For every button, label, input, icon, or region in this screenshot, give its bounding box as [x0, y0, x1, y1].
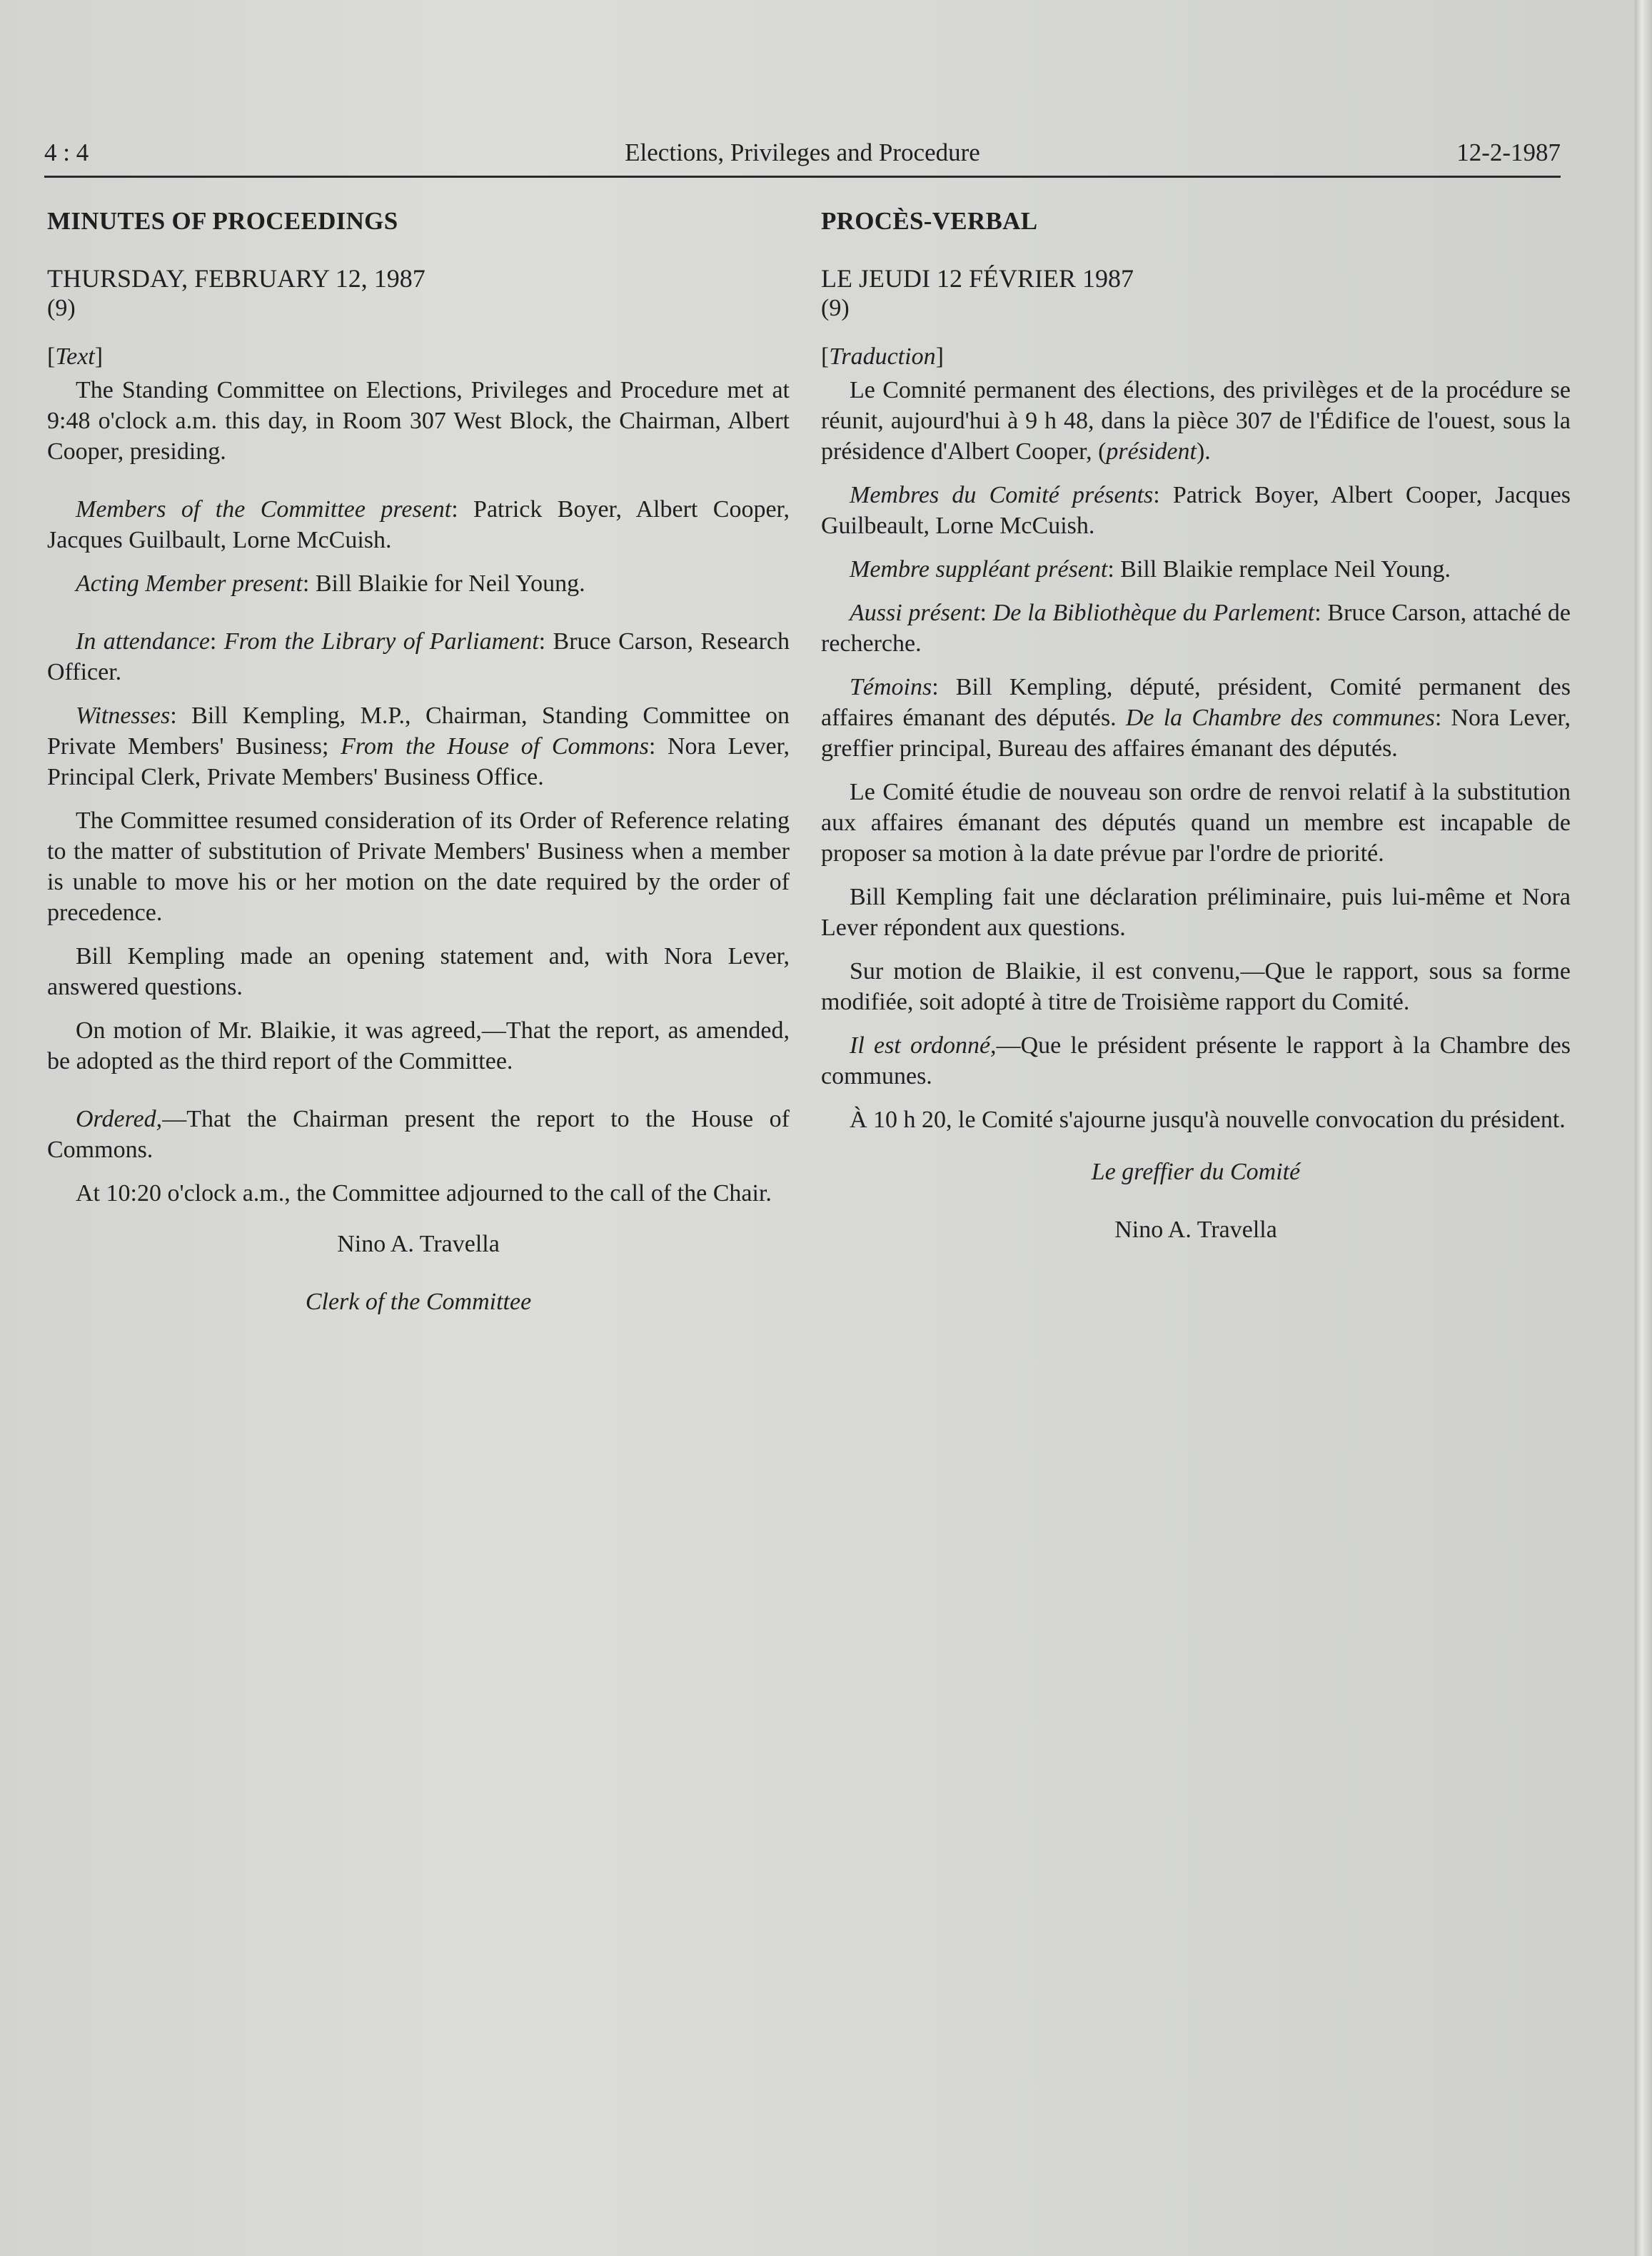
french-ordered: Il est ordonné,—Que le président présente le rapport à la Chambre des communes.: [821, 1032, 1571, 1089]
english-motion: On motion of Mr. Blaikie, it was agreed,—That the report, as amended, be adopted as the third report of the Committee.: [47, 1017, 790, 1074]
english-meeting-number: (9): [47, 295, 76, 321]
english-ordered: Ordered,—That the Chairman present the report to the House of Commons.: [47, 1106, 790, 1163]
english-opening-paragraph: The Standing Committee on Elections, Privileges and Procedure met at 9:48 o'clock a.m. this day, in Room 307 West Block, the Chairman, Albert Cooper, presiding.: [47, 377, 790, 465]
french-acting-member: Membre suppléant présent: Bill Blaikie remplace Neil Young.: [850, 556, 1451, 583]
english-in-attendance: In attendance: From the Library of Parliament: Bruce Carson, Research Officer.: [47, 628, 790, 685]
page-number: 4 : 4: [44, 139, 89, 166]
french-clerk-name: Nino A. Travella: [1114, 1217, 1277, 1243]
french-heading: PROCÈS-VERBAL: [821, 207, 1038, 235]
french-motion: Sur motion de Blaikie, il est convenu,—Que le rapport, sous sa forme modifiée, soit adopté à titre de Troisième rapport du Comité.: [821, 958, 1571, 1015]
french-date: LE JEUDI 12 FÉVRIER 1987: [821, 264, 1134, 293]
header-date: 12-2-1987: [1456, 139, 1561, 166]
english-witnesses: Witnesses: Bill Kempling, M.P., Chairman, Standing Committee on Private Members' Business; From the House of Commons: Nora Lever, Principal Clerk, Private Members' Business Office.: [47, 703, 790, 790]
english-acting-member: Acting Member present: Bill Blaikie for Neil Young.: [76, 570, 585, 597]
french-tag: [Traduction]: [821, 343, 944, 370]
french-opening-statement: Bill Kempling fait une déclaration préliminaire, puis lui-même et Nora Lever répondent aux questions.: [821, 884, 1571, 941]
english-heading: MINUTES OF PROCEEDINGS: [47, 207, 398, 235]
french-adjournment: À 10 h 20, le Comité s'ajourne jusqu'à nouvelle convocation du président.: [850, 1107, 1566, 1133]
english-order-of-reference: The Committee resumed consideration of its Order of Reference relating to the matter of substitution of Private Members' Business when a member is unable to move his or her motion on the date required by the order of precedence.: [47, 807, 790, 926]
french-in-attendance: Aussi présent: De la Bibliothèque du Parlement: Bruce Carson, attaché de recherche.: [821, 600, 1571, 657]
english-clerk-title: Clerk of the Committee: [305, 1289, 532, 1315]
french-members-present: Membres du Comité présents: Patrick Boyer, Albert Cooper, Jacques Guilbeault, Lorne McCuish.: [821, 482, 1571, 539]
english-tag: [Text]: [47, 343, 104, 370]
french-meeting-number: (9): [821, 295, 850, 321]
english-members-present: Members of the Committee present: Patrick Boyer, Albert Cooper, Jacques Guilbault, Lorne McCuish.: [47, 496, 790, 553]
english-date: THURSDAY, FEBRUARY 12, 1987: [47, 264, 425, 293]
french-order-of-reference: Le Comité étudie de nouveau son ordre de renvoi relatif à la substitution aux affaires émanant des députés quand un membre est incapable de proposer sa motion à la date prévue par l'ordre de priorité.: [821, 779, 1571, 867]
french-witnesses: Témoins: Bill Kempling, député, président, Comité permanent des affaires émanant des députés. De la Chambre des communes: Nora Lever, greffier principal, Bureau des affaires émanant des députés.: [821, 674, 1571, 762]
french-column: [821, 207, 1571, 1245]
running-title: Elections, Privileges and Procedure: [625, 139, 980, 166]
english-adjournment: At 10:20 o'clock a.m., the Committee adjourned to the call of the Chair.: [76, 1180, 772, 1207]
english-opening-statement: Bill Kempling made an opening statement and, with Nora Lever, answered questions.: [47, 943, 790, 1000]
english-clerk-name: Nino A. Travella: [337, 1231, 500, 1257]
header-rule: [44, 176, 1561, 178]
running-head: [44, 129, 1561, 171]
french-clerk-title: Le greffier du Comité: [1091, 1159, 1301, 1185]
english-column: [47, 207, 790, 1317]
page-edge: [1635, 0, 1652, 2256]
french-opening-paragraph: Le Comnité permanent des élections, des privilèges et de la procédure se réunit, aujourd'hui à 9 h 48, dans la pièce 307 de l'Édifice de l'ouest, sous la présidence d'Albert Cooper, (président).: [821, 377, 1571, 465]
